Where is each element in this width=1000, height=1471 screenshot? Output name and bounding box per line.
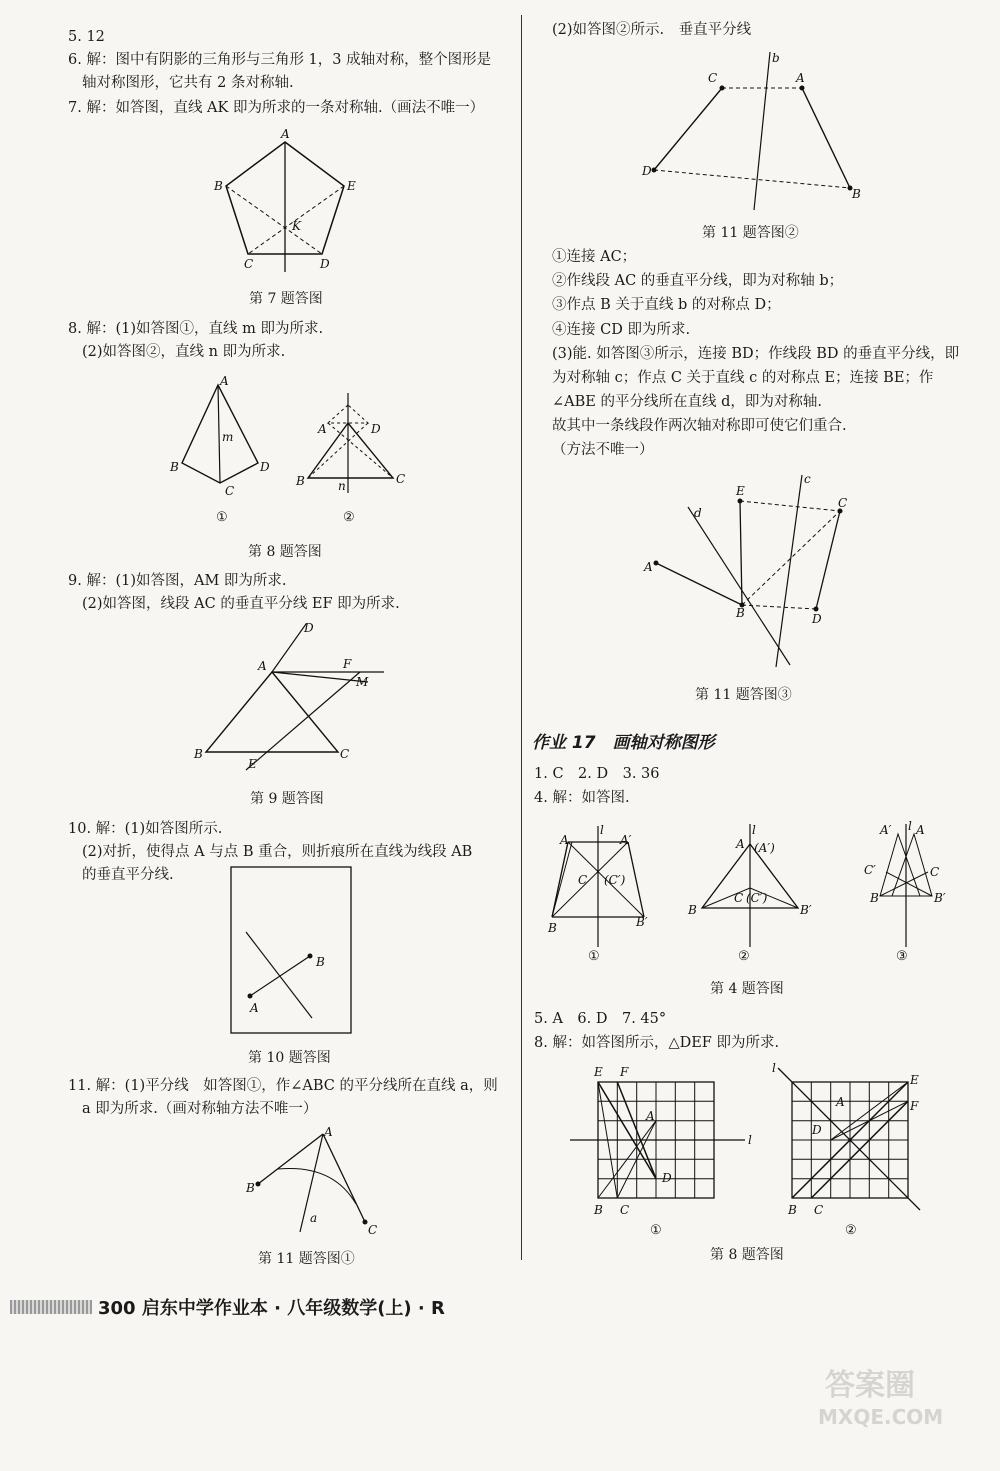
svg-text:b: b — [772, 51, 780, 65]
answer-6-line1: 6. 解：图中有阴影的三角形与三角形 1，3 成轴对称，整个图形是 — [68, 52, 492, 68]
svg-text:D: D — [812, 1123, 822, 1137]
answer-6-line2: 轴对称图形，它共有 2 条对称轴. — [82, 75, 294, 91]
svg-text:B′: B′ — [800, 903, 812, 917]
fig4-label-2: ② — [738, 949, 750, 964]
figure-8 — [168, 375, 408, 530]
svg-text:A: A — [220, 374, 229, 388]
figure-4 — [540, 819, 960, 967]
svg-text:(C′): (C′) — [746, 891, 768, 905]
svg-text:A: A — [644, 560, 653, 574]
answer-9-part2: (2)如答图，线段 AC 的垂直平分线 EF 即为所求. — [82, 596, 400, 612]
answer-11-part3-line1: (3)能. 如答图③所示，连接 BD；作线段 BD 的垂直平分线，即 — [552, 346, 960, 362]
svg-text:F: F — [620, 1065, 629, 1079]
svg-text:m: m — [222, 430, 234, 444]
figure-11-3 — [640, 465, 850, 670]
svg-text:C: C — [708, 71, 718, 85]
section-title: 作业 17 画轴对称图形 — [532, 733, 715, 753]
svg-text:A: A — [250, 1001, 259, 1015]
answer-11-note: （方法不唯一） — [552, 442, 654, 458]
svg-text:C: C — [396, 472, 406, 486]
answer-11-line1: 11. 解：(1)平分线 如答图①，作∠ABC 的平分线所在直线 a，则 — [68, 1078, 498, 1094]
svg-text:B: B — [548, 921, 557, 935]
svg-text:C: C — [244, 257, 254, 271]
watermark-logo: 答案圈 — [825, 1368, 915, 1403]
svg-text:A: A — [796, 71, 805, 85]
svg-text:C: C — [225, 484, 235, 498]
svg-text:D: D — [320, 257, 330, 271]
svg-text:B: B — [870, 891, 879, 905]
svg-text:B: B — [594, 1203, 603, 1217]
svg-text:C′: C′ — [864, 863, 876, 877]
footer-text: 300 启东中学作业本 · 八年级数学(上) · R — [98, 1298, 445, 1319]
answer-7: 7. 解：如答图，直线 AK 即为所求的一条对称轴.（画法不唯一） — [68, 100, 485, 116]
svg-text:A: A — [560, 833, 569, 847]
caption-fig11-1: 第 11 题答图① — [258, 1251, 355, 1267]
caption-fig9: 第 9 题答图 — [250, 791, 324, 807]
svg-text:E: E — [248, 757, 257, 771]
svg-text:A: A — [916, 823, 925, 837]
svg-text:(A′): (A′) — [754, 841, 775, 855]
svg-text:B: B — [194, 747, 203, 761]
svg-text:D: D — [642, 164, 652, 178]
svg-text:D: D — [812, 612, 822, 626]
svg-text:l: l — [748, 1133, 752, 1147]
caption-fig8-right: 第 8 题答图 — [710, 1247, 784, 1263]
svg-text:B: B — [852, 187, 861, 201]
svg-text:A: A — [258, 659, 267, 673]
svg-text:l: l — [752, 823, 756, 837]
svg-text:(C′): (C′) — [604, 873, 626, 887]
column-divider — [521, 15, 522, 1260]
answer-11-conclusion: 故其中一条线段作两次轴对称即可使它们重合. — [552, 418, 847, 434]
fig8r-label-1: ① — [650, 1223, 662, 1238]
svg-text:C: C — [578, 873, 588, 887]
answer-10-part3: 的垂直平分线. — [82, 867, 174, 883]
svg-text:l: l — [600, 823, 604, 837]
step-4: ④连接 CD 即为所求. — [552, 322, 691, 338]
svg-text:B: B — [736, 606, 745, 620]
answer-8: 8. 解：如答图所示，△DEF 即为所求. — [534, 1035, 780, 1051]
caption-fig11-3: 第 11 题答图③ — [695, 687, 792, 703]
svg-text:C: C — [930, 865, 940, 879]
svg-text:D: D — [304, 621, 314, 635]
step-2: ②作线段 AC 的垂直平分线，即为对称轴 b； — [552, 273, 844, 289]
svg-text:l: l — [908, 819, 912, 833]
svg-text:B′: B′ — [636, 915, 648, 929]
svg-text:B: B — [316, 955, 325, 969]
svg-text:M: M — [356, 675, 369, 689]
caption-fig7: 第 7 题答图 — [249, 291, 323, 307]
svg-text:B: B — [170, 460, 179, 474]
figure-9 — [188, 620, 388, 770]
svg-text:c: c — [804, 472, 811, 486]
svg-text:C: C — [838, 496, 848, 510]
svg-text:E: E — [347, 179, 356, 193]
fig4-label-3: ③ — [896, 949, 908, 964]
answer-8-part1: 8. 解：(1)如答图①，直线 m 即为所求. — [68, 321, 324, 337]
svg-text:D: D — [662, 1171, 672, 1185]
svg-text:B: B — [296, 474, 305, 488]
svg-text:A′: A′ — [620, 833, 632, 847]
step-3: ③作点 B 关于直线 b 的对称点 D； — [552, 297, 781, 313]
answer-9-part1: 9. 解：(1)如答图，AM 即为所求. — [68, 573, 287, 589]
caption-fig11-2: 第 11 题答图② — [702, 225, 799, 241]
footer-decoration — [10, 1300, 92, 1314]
svg-text:E: E — [910, 1073, 919, 1087]
step-1: ①连接 AC； — [552, 249, 637, 265]
fig4-label-1: ① — [588, 949, 600, 964]
caption-fig4: 第 4 题答图 — [710, 981, 784, 997]
svg-text:A: A — [736, 837, 745, 851]
svg-text:B: B — [214, 179, 223, 193]
svg-text:d: d — [694, 506, 702, 520]
figure-8-grids — [570, 1062, 950, 1242]
answer-10-part2: (2)对折，使得点 A 与点 B 重合，则折痕所在直线为线段 AB — [82, 844, 473, 860]
svg-text:C: C — [814, 1203, 824, 1217]
answer-11-part3-line2: 为对称轴 c；作点 C 关于直线 c 的对称点 E；连接 BE；作 — [552, 370, 934, 386]
svg-text:A: A — [324, 1125, 333, 1139]
caption-fig10: 第 10 题答图 — [248, 1050, 331, 1066]
svg-text:C: C — [368, 1223, 378, 1237]
svg-text:A′: A′ — [880, 823, 892, 837]
page-footer — [10, 1294, 445, 1320]
svg-text:l: l — [772, 1061, 776, 1075]
svg-text:C: C — [340, 747, 350, 761]
svg-text:D: D — [260, 460, 270, 474]
figure-11-2 — [636, 50, 876, 220]
svg-text:E: E — [736, 484, 745, 498]
fig8r-label-2: ② — [845, 1223, 857, 1238]
fig8-label-1: ① — [216, 510, 228, 525]
svg-text:B′: B′ — [934, 891, 946, 905]
svg-text:A: A — [318, 422, 327, 436]
svg-text:F: F — [910, 1099, 919, 1113]
svg-text:B: B — [246, 1181, 255, 1195]
svg-text:B: B — [788, 1203, 797, 1217]
answer-5: 5. 12 — [68, 29, 105, 45]
svg-text:a: a — [310, 1211, 318, 1225]
svg-text:K: K — [292, 219, 301, 233]
svg-text:A: A — [646, 1109, 655, 1123]
svg-text:C: C — [620, 1203, 630, 1217]
fig8-label-2: ② — [343, 510, 355, 525]
answers-1-3: 1. C 2. D 3. 36 — [534, 766, 660, 782]
answers-5-7: 5. A 6. D 7. 45° — [534, 1011, 667, 1027]
svg-text:C: C — [734, 891, 744, 905]
svg-text:F: F — [343, 657, 352, 671]
svg-text:D: D — [371, 422, 381, 436]
caption-fig8: 第 8 题答图 — [248, 544, 322, 560]
answer-11-part3-line3: ∠ABE 的平分线所在直线 d，即为对称轴. — [552, 394, 822, 410]
svg-text:E: E — [594, 1065, 603, 1079]
svg-text:n: n — [338, 479, 346, 493]
answer-4: 4. 解：如答图. — [534, 790, 630, 806]
answer-10-part1: 10. 解：(1)如答图所示. — [68, 821, 223, 837]
figure-7-pentagon — [208, 124, 358, 274]
answer-11-line2: a 即为所求.（画对称轴方法不唯一） — [82, 1101, 318, 1117]
svg-text:B: B — [688, 903, 697, 917]
watermark-url: MXQE.COM — [818, 1405, 944, 1429]
figure-10 — [230, 866, 352, 1034]
svg-text:A: A — [281, 127, 290, 141]
answer-11-part2: (2)如答图②所示. 垂直平分线 — [552, 22, 752, 38]
answer-8-part2: (2)如答图②，直线 n 即为所求. — [82, 344, 286, 360]
svg-text:A: A — [836, 1095, 845, 1109]
figure-11-1 — [228, 1124, 388, 1237]
